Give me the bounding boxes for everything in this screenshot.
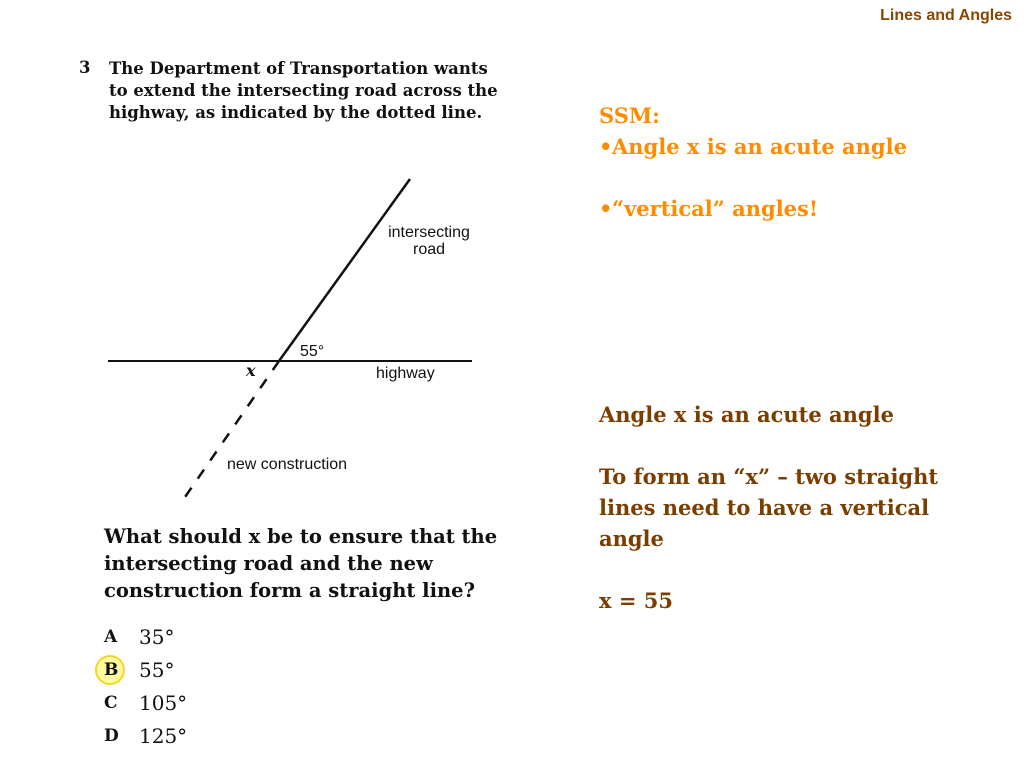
question-number: 3 bbox=[79, 58, 91, 77]
choice-a[interactable] bbox=[104, 622, 244, 652]
answer-explanation bbox=[599, 399, 999, 616]
answer-line-3: x = 55 bbox=[599, 588, 673, 613]
choice-text: 105° bbox=[139, 691, 188, 715]
choice-text: 55° bbox=[139, 658, 175, 682]
answer-line-2: To form an “x” – two straight lines need to have a vertical angle bbox=[599, 464, 939, 551]
choice-text: 35° bbox=[139, 625, 175, 649]
ssm-notes bbox=[599, 100, 999, 224]
bullet-icon: • bbox=[599, 196, 613, 221]
highway-label: highway bbox=[376, 365, 435, 382]
intersecting-label-2: road bbox=[412, 241, 446, 258]
choice-d[interactable] bbox=[104, 721, 244, 751]
intersecting-road-line bbox=[279, 179, 410, 361]
ssm-heading: SSM: bbox=[599, 103, 660, 128]
new-construction-dotted-line bbox=[183, 361, 279, 500]
angle-55-label: 55° bbox=[300, 343, 325, 360]
choice-letter: B bbox=[104, 660, 119, 680]
choice-text: 125° bbox=[139, 724, 188, 748]
ssm-bullet-2-text: “vertical” angles! bbox=[612, 196, 819, 221]
choice-letter: A bbox=[104, 627, 118, 647]
new-construction-label: new construction bbox=[227, 456, 348, 473]
choice-c[interactable] bbox=[104, 688, 244, 718]
ssm-bullet-1 bbox=[599, 131, 999, 162]
choice-letter: C bbox=[104, 693, 118, 713]
slide-title: Lines and Angles bbox=[880, 7, 1012, 24]
question-prompt: What should x be to ensure that the intersecting road and the new construction form a straight line? bbox=[104, 525, 498, 602]
answer-line-1: Angle x is an acute angle bbox=[599, 402, 894, 427]
ssm-bullet-1-text: Angle x is an acute angle bbox=[612, 134, 907, 159]
angle-x-label: x bbox=[246, 361, 256, 380]
choice-letter: D bbox=[104, 726, 119, 746]
question-stem: The Department of Transportation wants to extend the intersecting road across the highway, as indicated by the dotted line. bbox=[109, 59, 498, 122]
ssm-bullet-2 bbox=[599, 193, 999, 224]
choice-b[interactable] bbox=[104, 655, 244, 685]
intersecting-label-1: intersecting bbox=[388, 224, 470, 241]
bullet-icon: • bbox=[599, 134, 613, 159]
